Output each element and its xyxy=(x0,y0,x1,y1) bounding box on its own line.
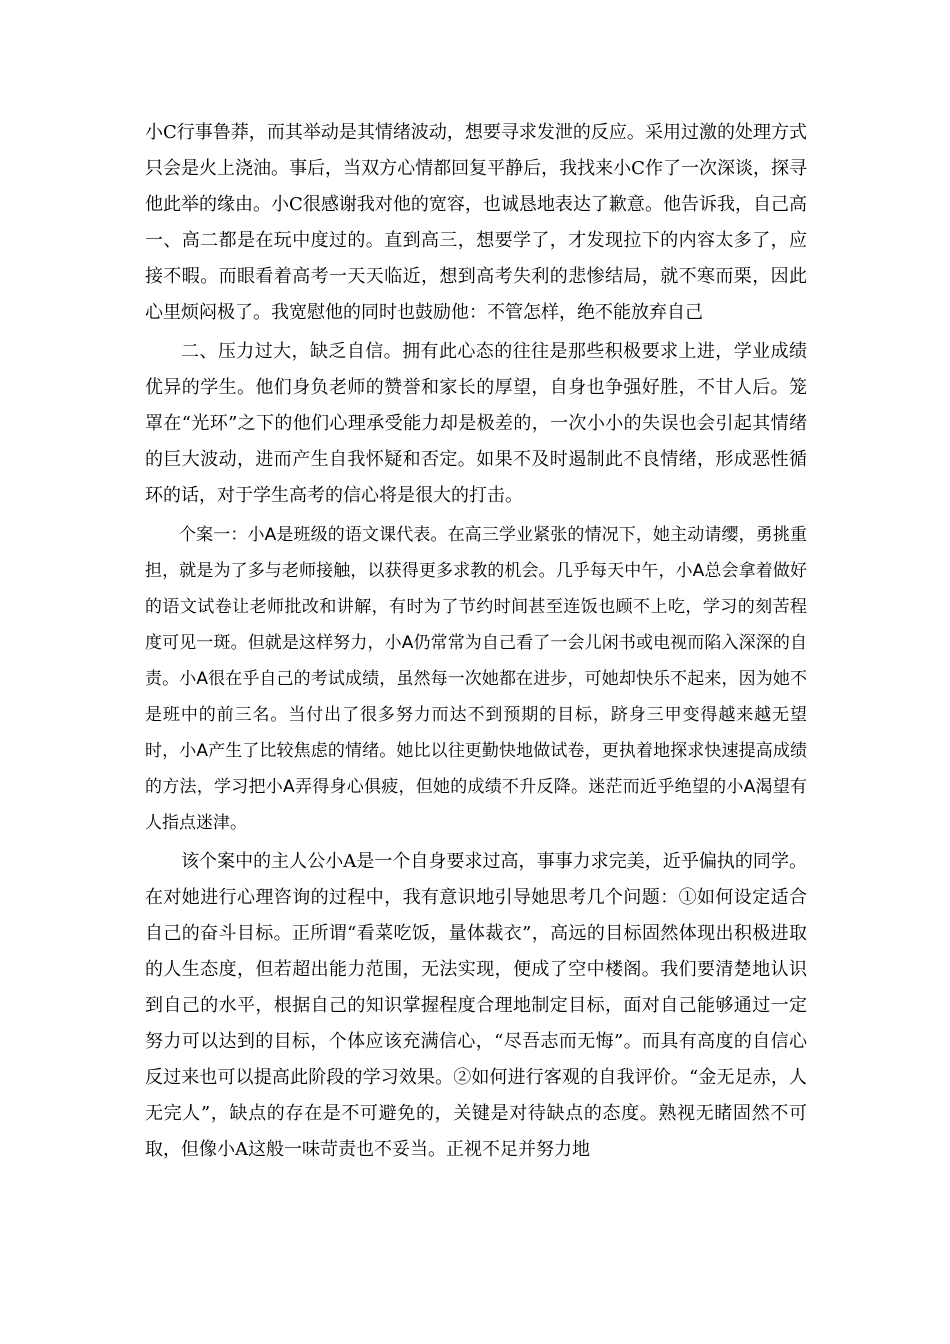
document-body xyxy=(145,115,807,1168)
paragraph-case-analysis: 该个案中的主人公小A是一个自身要求过高，事事力求完美，近乎偏执的同学。在对她进行心理咨询的过程中，我有意识地引导她思考几个问题：①如何设定适合自己的奋斗目标。正所谓“看菜吃饭，量体裁衣”，高远的目标固然体现出积极进取的人生态度，但若超出能力范围，无法实现，便成了空中楼阁。我们要清楚地认识到自己的水平，根据自己的知识掌握程度合理地制定目标，面对自己能够通过一定努力可以达到的目标，个体应该充满信心，“尽吾志而无悔”。而具有高度的自信心反过来也可以提高此阶段的学习效果。②如何进行客观的自我评价。“金无足赤，人无完人”，缺点的存在是不可避免的，关键是对待缺点的态度。熟视无睹固然不可取，但像小A这般一味苛责也不妥当。正视不足并努力地 xyxy=(145,851,807,1160)
paragraph-section-two: 二、压力过大，缺乏自信。拥有此心态的往往是那些积极要求上进，学业成绩优异的学生。他们身负老师的赞誉和家长的厚望，自身也争强好胜，不甘人后。笼罩在“光环”之下的他们心理承受能力却是极差的，一次小小的失误也会引起其情绪的巨大波动，进而产生自我怀疑和否定。如果不及时遏制此不良情绪，形成恶性循环的话，对于学生高考的信心将是很大的打击。 xyxy=(145,341,807,506)
paragraph-case-one: 个案一：小A是班级的语文课代表。在高三学业紧张的情况下，她主动请缨，勇挑重担，就是为了多与老师接触，以获得更多求教的机会。几乎每天中午，小A总会拿着做好的语文试卷让老师批改和讲解，有时为了节约时间甚至连饭也顾不上吃，学习的刻苦程度可见一斑。但就是这样努力，小A仍常常为自己看了一会儿闲书或电视而陷入深深的自责。小A很在乎自己的考试成绩，虽然每一次她都在进步，可她却快乐不起来，因为她不是班中的前三名。当付出了很多努力而达不到预期的目标，跻身三甲变得越来越无望时，小A产生了比较焦虑的情绪。她比以往更勤快地做试卷，更执着地探求快速提高成绩的方法，学习把小A弄得身心俱疲，但她的成绩不升反降。迷茫而近乎绝望的小A渴望有人指点迷津。 xyxy=(145,525,807,833)
paragraph-continuation: 小C行事鲁莽，而其举动是其情绪波动，想要寻求发泄的反应。采用过激的处理方式只会是火上浇油。事后，当双方心情都回复平静后，我找来小C作了一次深谈，探寻他此举的缘由。小C很感谢我对他的宽容，也诚恳地表达了歉意。他告诉我，自己高一、高二都是在玩中度过的。直到高三，想要学了，才发现拉下的内容太多了，应接不暇。而眼看着高考一天天临近，想到高考失利的悲惨结局，就不寒而栗，因此心里烦闷极了。我宽慰他的同时也鼓励他：不管怎样，绝不能放弃自己 xyxy=(145,122,807,323)
